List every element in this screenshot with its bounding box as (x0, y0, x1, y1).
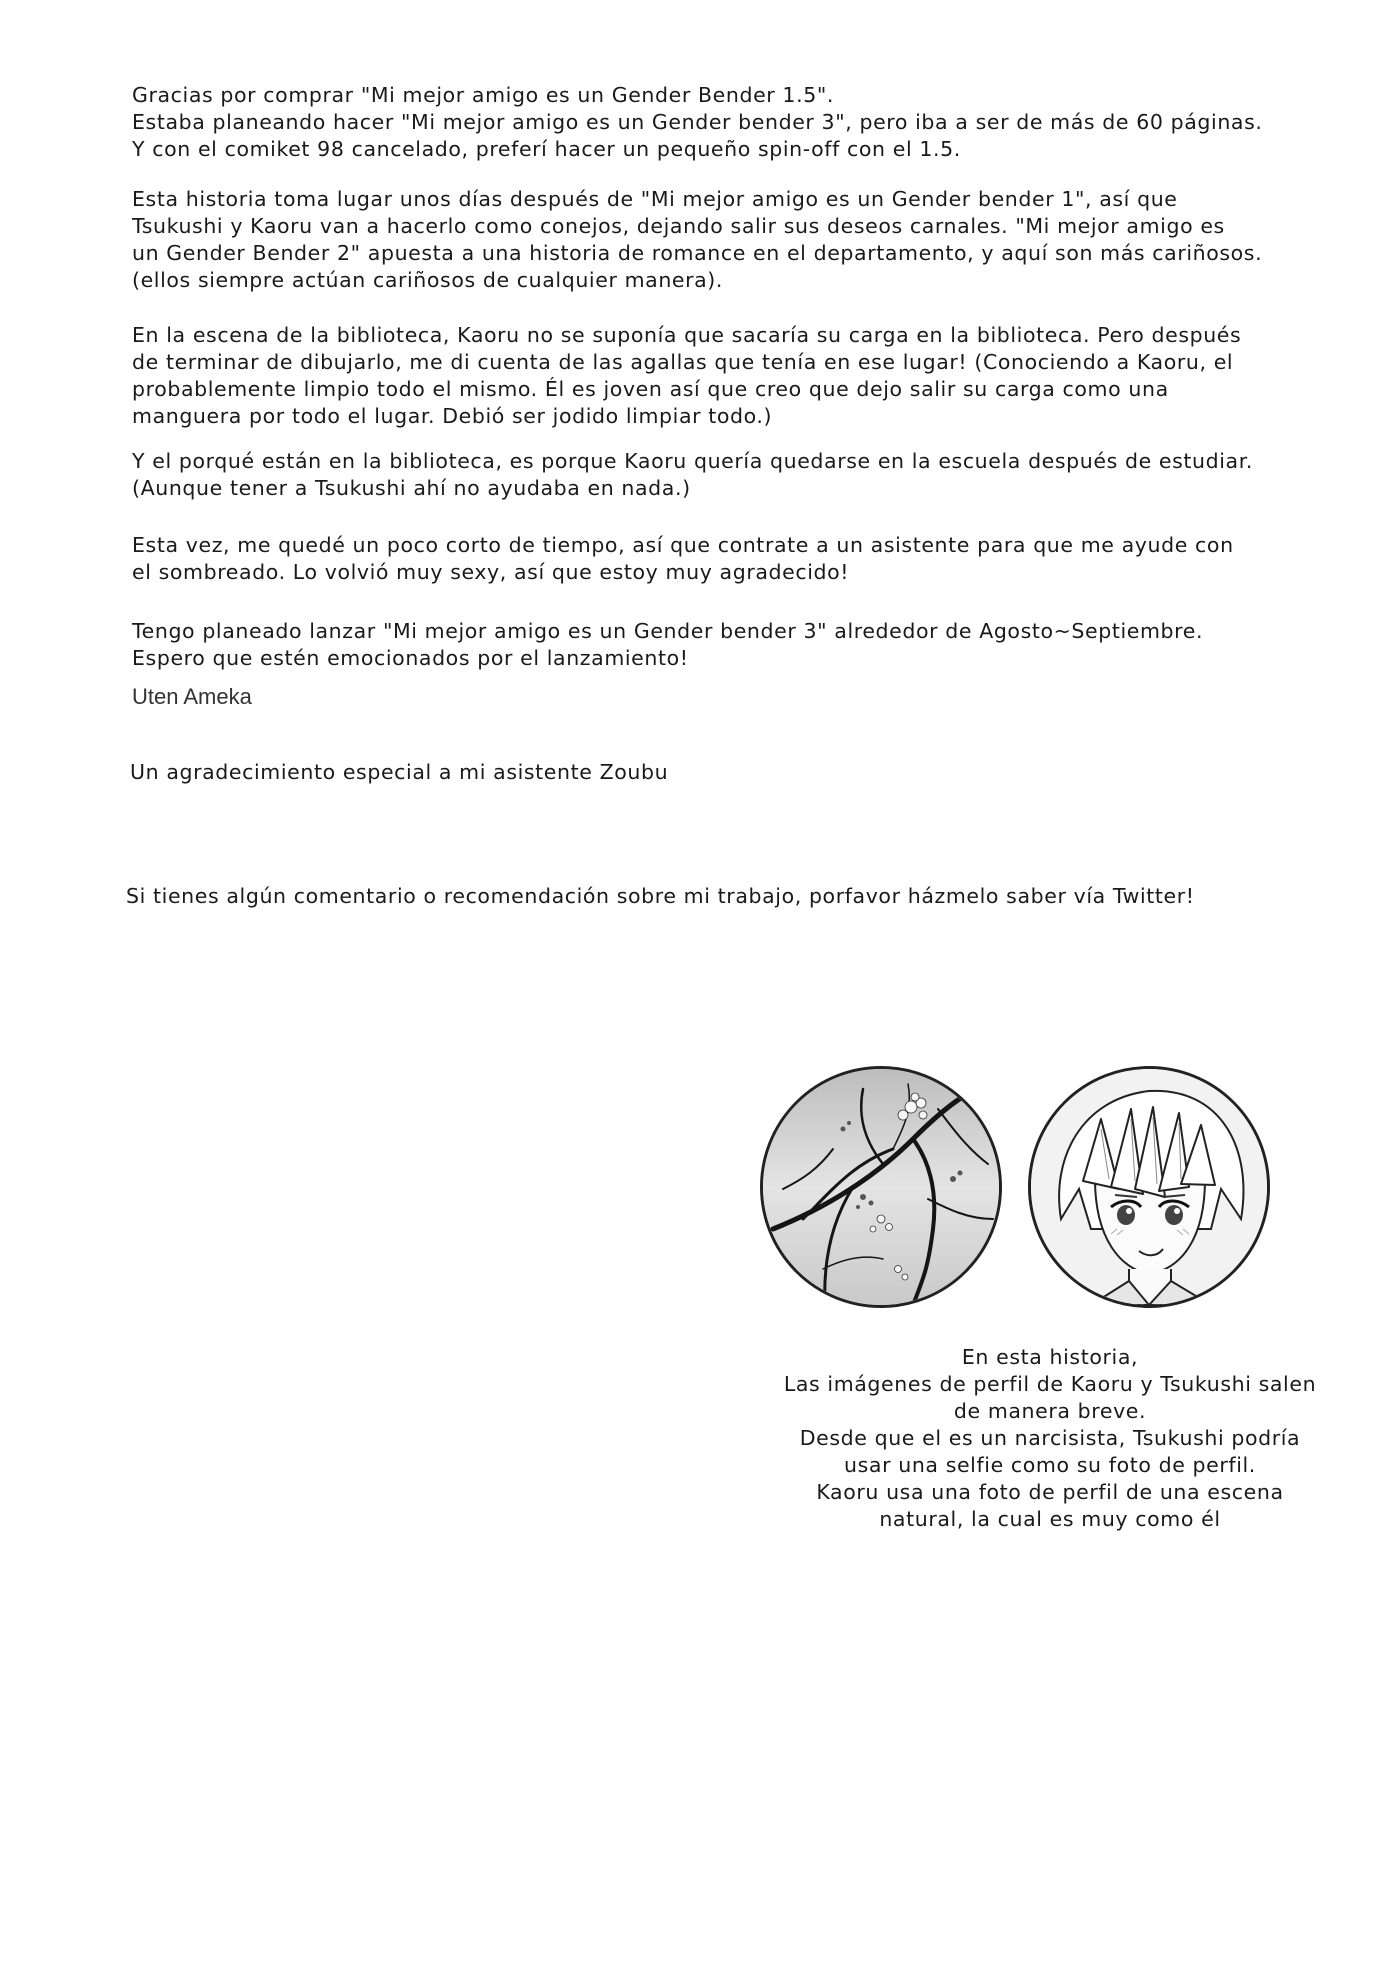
text-line: de terminar de dibujarlo, me di cuenta de las agallas que tenía en ese lugar! (Conociendo a Kaoru, el (132, 350, 1234, 374)
text-line: probablemente limpio todo el mismo. Él es joven así que creo que dejo salir su carga como una (132, 377, 1169, 401)
caption-line: Desde que el es un narcisista, Tsukushi podría (799, 1426, 1301, 1450)
caption-line: Las imágenes de perfil de Kaoru y Tsukushi salen (783, 1372, 1317, 1396)
text-line: Estaba planeando hacer "Mi mejor amigo es un Gender bender 3", pero iba a ser de más de 60 páginas. (132, 110, 1263, 134)
afterword-paragraph (132, 618, 1312, 672)
afterword-paragraph (132, 448, 1312, 502)
text-line: (ellos siempre actúan cariñosos de cualquier manera). (132, 268, 724, 292)
text-line: Esta vez, me quedé un poco corto de tiempo, así que contrate a un asistente para que me ayude con (132, 533, 1234, 557)
text-line: Gracias por comprar "Mi mejor amigo es un Gender Bender 1.5". (132, 83, 834, 107)
caption-line: natural, la cual es muy como él (879, 1507, 1221, 1531)
text-line: Esta historia toma lugar unos días después de "Mi mejor amigo es un Gender bender 1", así que (132, 187, 1178, 211)
caption-line: usar una selfie como su foto de perfil. (844, 1453, 1256, 1477)
text-line: un Gender Bender 2" apuesta a una historia de romance en el departamento, y aquí son más cariñosos. (132, 241, 1263, 265)
assistant-thanks: Un agradecimiento especial a mi asistente Zoubu (130, 760, 669, 784)
cherry-blossom-branch-icon (763, 1069, 999, 1305)
text-line: Y el porqué están en la biblioteca, es porque Kaoru quería quedarse en la escuela después de estudiar. (132, 449, 1253, 473)
caption-line: Kaoru usa una foto de perfil de una escena (816, 1480, 1284, 1504)
text-line: Tengo planeado lanzar "Mi mejor amigo es un Gender bender 3" alrededor de Agosto~Septiembre. (132, 619, 1204, 643)
text-line: Tsukushi y Kaoru van a hacerlo como conejos, dejando salir sus deseos carnales. "Mi mejor amigo es (132, 214, 1225, 238)
text-line: el sombreado. Lo volvió muy sexy, así que estoy muy agradecido! (132, 560, 850, 584)
author-signature: Uten Ameka (132, 684, 252, 709)
afterword-paragraph (132, 532, 1312, 586)
text-line: Y con el comiket 98 cancelado, preferí hacer un pequeño spin-off con el 1.5. (132, 137, 961, 161)
tsukushi-profile-picture (1028, 1066, 1270, 1308)
text-line: Espero que estén emocionados por el lanzamiento! (132, 646, 689, 670)
twitter-feedback-note: Si tienes algún comentario o recomendación sobre mi trabajo, porfavor házmelo saber vía Twitter! (126, 884, 1195, 908)
anime-boy-portrait-icon (1031, 1069, 1267, 1305)
kaoru-profile-picture (760, 1066, 1002, 1308)
text-line: En la escena de la biblioteca, Kaoru no se suponía que sacaría su carga en la biblioteca. Pero después (132, 323, 1242, 347)
profile-picture-caption (740, 1344, 1360, 1533)
afterword-paragraph (132, 322, 1312, 430)
caption-line: de manera breve. (953, 1399, 1147, 1423)
afterword-paragraph (132, 186, 1312, 294)
text-line: manguera por todo el lugar. Debió ser jodido limpiar todo.) (132, 404, 773, 428)
afterword-paragraph (132, 82, 1312, 163)
caption-line: En esta historia, (961, 1345, 1139, 1369)
text-line: (Aunque tener a Tsukushi ahí no ayudaba en nada.) (132, 476, 691, 500)
